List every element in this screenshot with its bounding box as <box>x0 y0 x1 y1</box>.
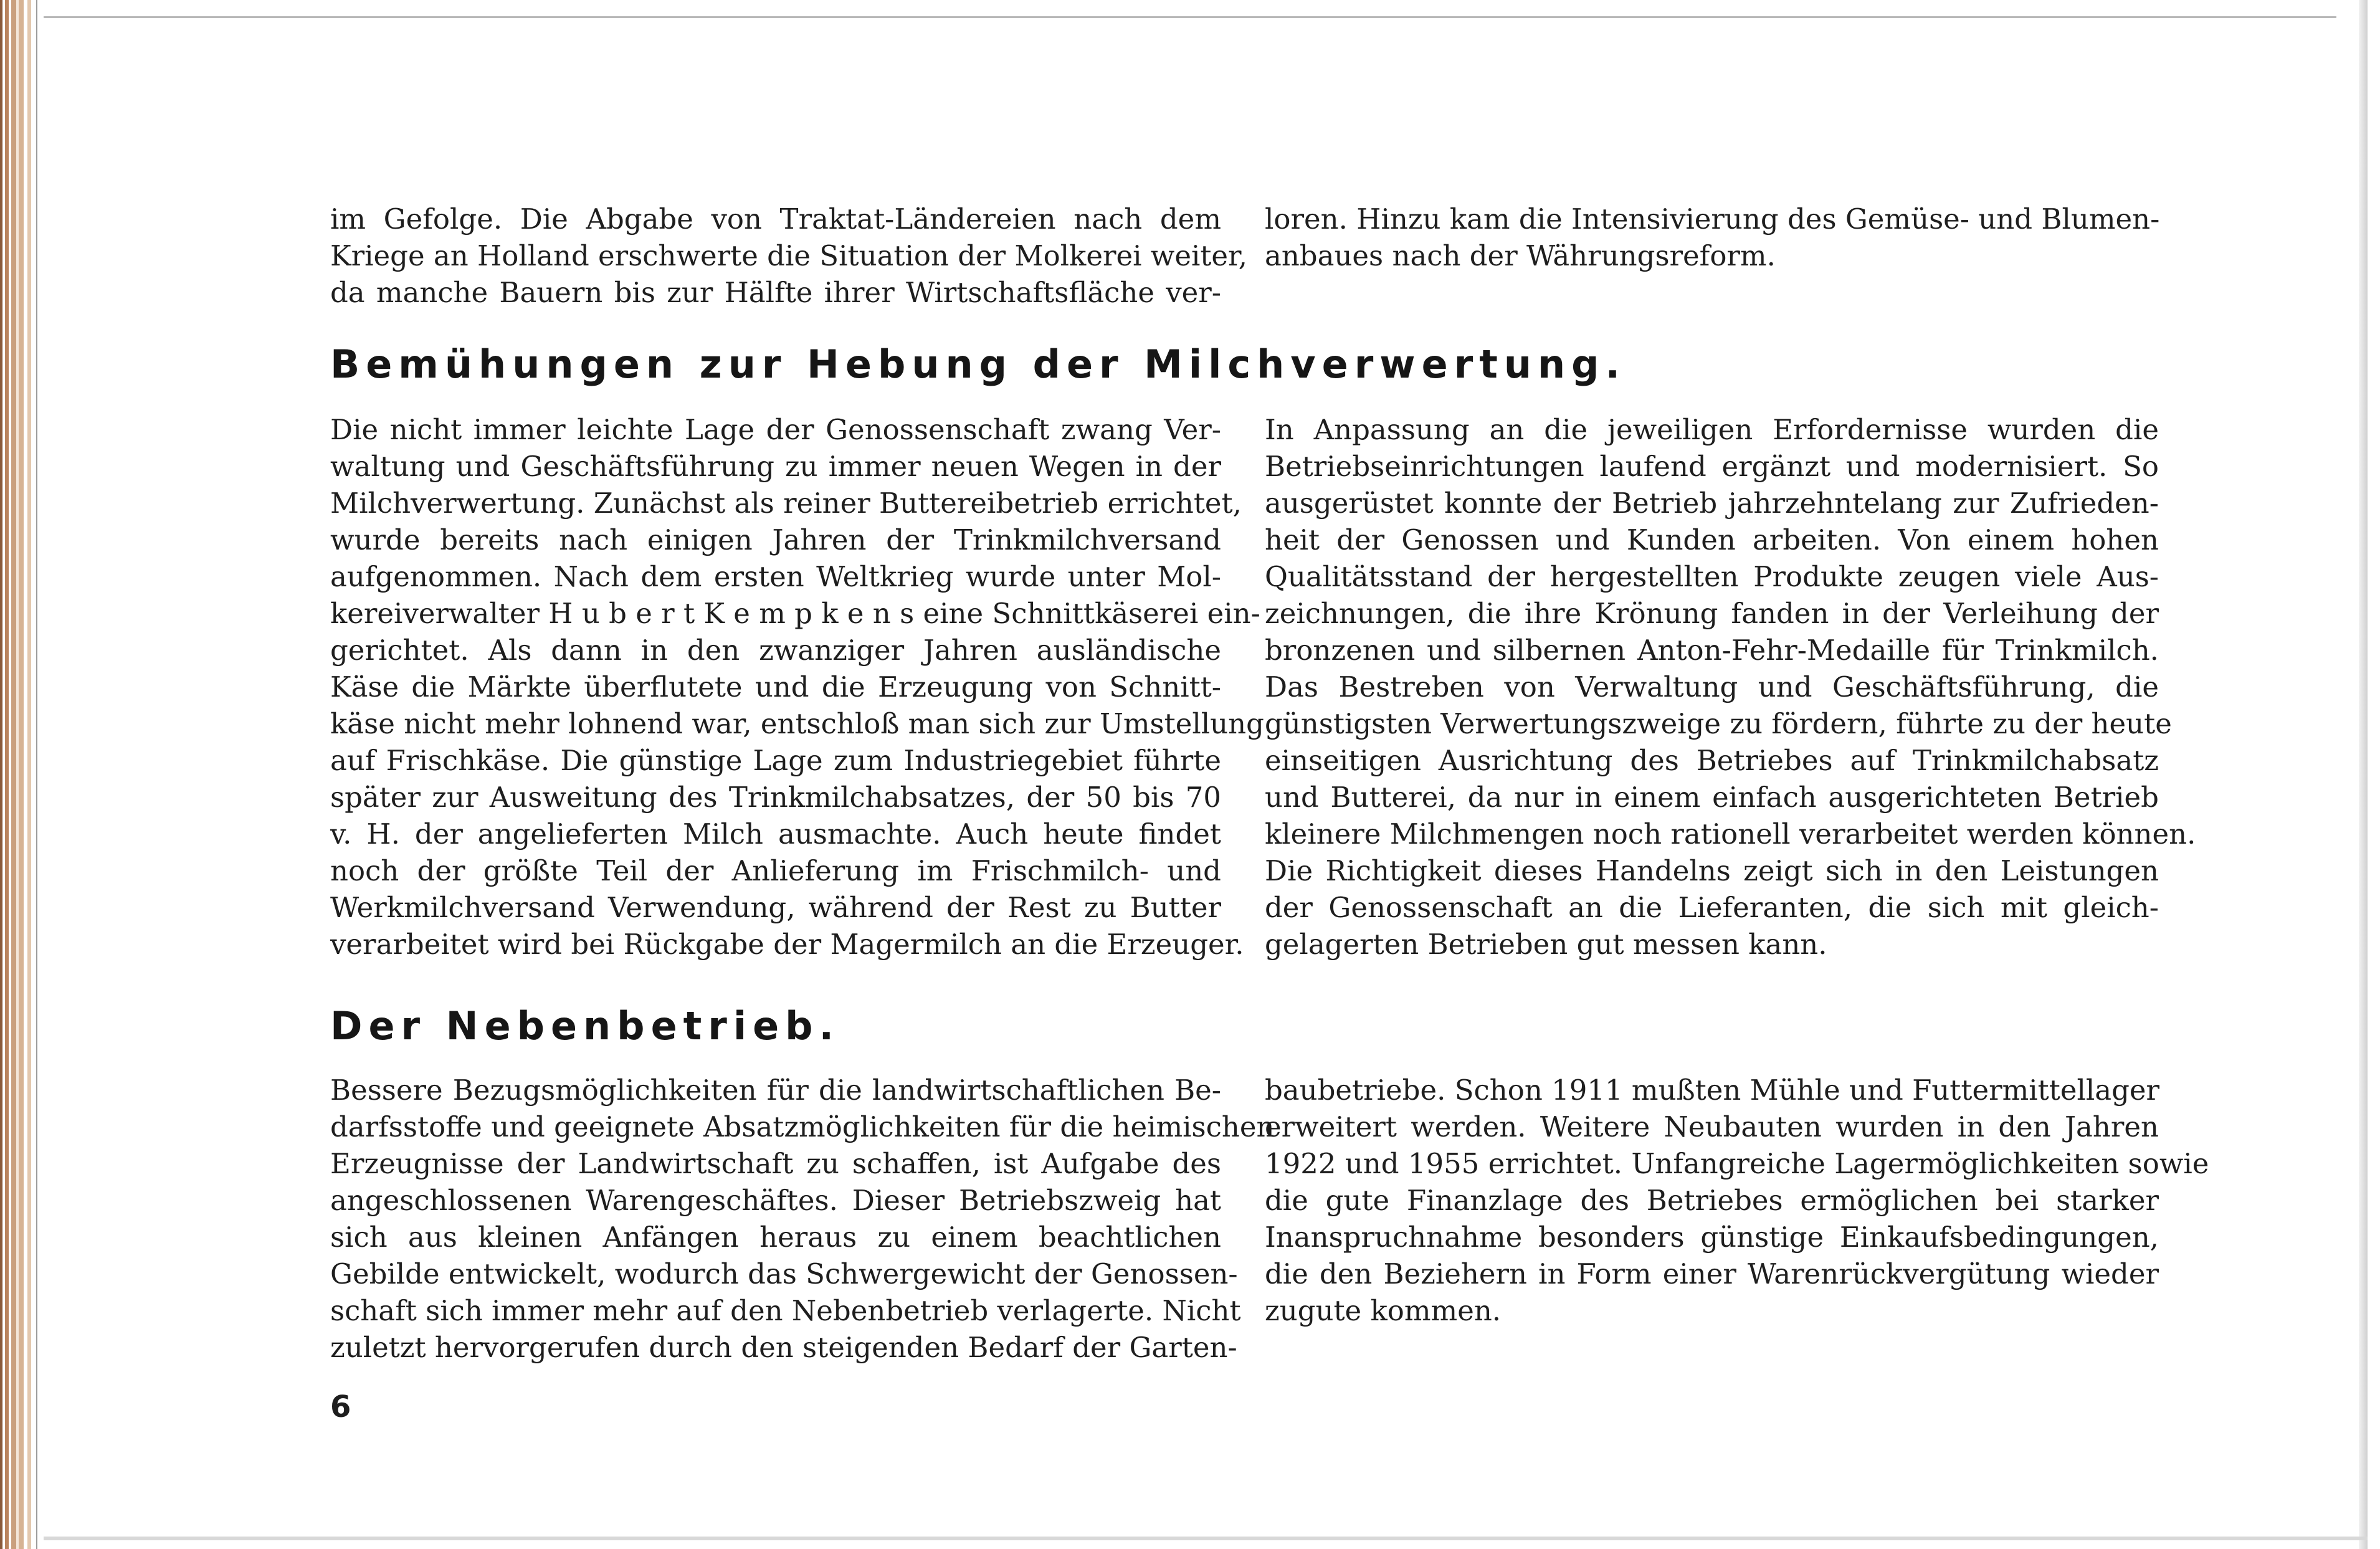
text-line: schaft sich immer mehr auf den Nebenbetrieb verlagerte. Nicht <box>330 1294 1241 1327</box>
text-line: die gute Finanzlage des Betriebes ermöglichen bei starker <box>1265 1184 2159 1217</box>
text-line: Erzeugnisse der Landwirtschaft zu schaffen, ist Aufgabe des <box>330 1147 1221 1180</box>
section1-right-column <box>1265 411 2196 963</box>
text-line: zugute kommen. <box>1265 1294 1502 1327</box>
text-line: In Anpassung an die jeweiligen Erfordernisse wurden die <box>1265 413 2159 446</box>
text-line: Gebilde entwickelt, wodurch das Schwergewicht der Genossen- <box>330 1257 1238 1290</box>
text-line: da manche Bauern bis zur Hälfte ihrer Wirtschaftsfläche ver- <box>330 276 1221 309</box>
text-line: Milchverwertung. Zunächst als reiner Buttereibetrieb errichtet, <box>330 487 1242 520</box>
text-line: v. H. der angelieferten Milch ausmachte. Auch heute findet <box>330 817 1221 851</box>
text-line: sich aus kleinen Anfängen heraus zu einem beachtlichen <box>330 1221 1221 1254</box>
text-line: die den Beziehern in Form einer Warenrückvergütung wieder <box>1265 1257 2159 1290</box>
text-line: kleinere Milchmengen noch rationell verarbeitet werden können. <box>1265 817 2196 851</box>
page-edge-right <box>2359 0 2368 1549</box>
text-line: günstigsten Verwertungszweige zu fördern, führte zu der heute <box>1265 707 2172 740</box>
intro-right-column <box>1265 201 2159 274</box>
text-line: verarbeitet wird bei Rückgabe der Magermilch an die Erzeuger. <box>330 928 1244 961</box>
text-line: auf Frischkäse. Die günstige Lage zum Industriegebiet führte <box>330 744 1221 777</box>
text-line: angeschlossenen Warengeschäftes. Dieser Betriebszweig hat <box>330 1184 1221 1217</box>
page-edge-bottom <box>44 1537 2368 1540</box>
text-line: noch der größte Teil der Anlieferung im Frischmilch- und <box>330 854 1221 887</box>
text-line: wurde bereits nach einigen Jahren der Trinkmilchversand <box>330 523 1221 556</box>
text-line: zuletzt hervorgerufen durch den steigenden Bedarf der Garten- <box>330 1331 1237 1364</box>
text-line: Qualitätsstand der hergestellten Produkte zeugen viele Aus- <box>1265 560 2159 593</box>
text-line: ausgerüstet konnte der Betrieb jahrzehntelang zur Zufrieden- <box>1265 487 2159 520</box>
section2-left-column <box>330 1072 1275 1366</box>
text-line: Kriege an Holland erschwerte die Situation der Molkerei weiter, <box>330 239 1247 272</box>
text-line: baubetriebe. Schon 1911 mußten Mühle und Futtermittellager <box>1265 1074 2160 1107</box>
text-line: gelagerten Betrieben gut messen kann. <box>1265 928 1827 961</box>
text-line: im Gefolge. Die Abgabe von Traktat-Ländereien nach dem <box>330 203 1221 236</box>
text-line: Betriebseinrichtungen laufend ergänzt und modernisiert. So <box>1265 450 2159 483</box>
text-line: der Genossenschaft an die Lieferanten, die sich mit gleich- <box>1265 891 2159 924</box>
text-line: heit der Genossen und Kunden arbeiten. Von einem hohen <box>1265 523 2159 556</box>
section-heading-milchverwertung: Bemühungen zur Hebung der Milchverwertung. <box>330 341 1627 387</box>
page-edge-top <box>44 16 2336 18</box>
text-line: darfsstoffe und geeignete Absatzmöglichkeiten für die heimischen <box>330 1110 1275 1143</box>
text-line: Käse die Märkte überflutete und die Erzeugung von Schnitt- <box>330 670 1221 703</box>
text-line: Werkmilchversand Verwendung, während der Rest zu Butter <box>330 891 1221 924</box>
section-heading-nebenbetrieb: Der Nebenbetrieb. <box>330 1003 840 1049</box>
text-line: kereiverwalter H u b e r t K e m p k e n s eine Schnittkäserei ein- <box>330 597 1260 630</box>
text-line: käse nicht mehr lohnend war, entschloß man sich zur Umstellung <box>330 707 1264 740</box>
text-line: anbaues nach der Währungsreform. <box>1265 239 1776 272</box>
section2-right-column <box>1265 1072 2209 1329</box>
text-line: Das Bestreben von Verwaltung und Geschäftsführung, die <box>1265 670 2159 703</box>
text-line: gerichtet. Als dann in den zwanziger Jahren ausländische <box>330 634 1221 667</box>
text-line: waltung und Geschäftsführung zu immer neuen Wegen in der <box>330 450 1221 483</box>
text-line: Die nicht immer leichte Lage der Genossenschaft zwang Ver- <box>330 413 1221 446</box>
text-line: zeichnungen, die ihre Krönung fanden in der Verleihung der <box>1265 597 2159 630</box>
text-line: aufgenommen. Nach dem ersten Weltkrieg wurde unter Mol- <box>330 560 1221 593</box>
text-line: einseitigen Ausrichtung des Betriebes auf Trinkmilchabsatz <box>1265 744 2159 777</box>
text-line: erweitert werden. Weitere Neubauten wurden in den Jahren <box>1265 1110 2159 1143</box>
page-stack-edge-left <box>0 0 44 1549</box>
text-line: loren. Hinzu kam die Intensivierung des Gemüse- und Blumen- <box>1265 203 2160 236</box>
text-line: Bessere Bezugsmöglichkeiten für die landwirtschaftlichen Be- <box>330 1074 1221 1107</box>
text-line: bronzenen und silbernen Anton-Fehr-Medaille für Trinkmilch. <box>1265 634 2159 667</box>
intro-left-column <box>330 201 1247 311</box>
page-number: 6 <box>330 1389 351 1424</box>
text-line: Die Richtigkeit dieses Handelns zeigt sich in den Leistungen <box>1265 854 2159 887</box>
text-line: und Butterei, da nur in einem einfach ausgerichteten Betrieb <box>1265 781 2159 814</box>
text-line: 1922 und 1955 errichtet. Unfangreiche Lagermöglichkeiten sowie <box>1265 1147 2209 1180</box>
text-line: Inanspruchnahme besonders günstige Einkaufsbedingungen, <box>1265 1221 2159 1254</box>
text-line: später zur Ausweitung des Trinkmilchabsatzes, der 50 bis 70 <box>330 781 1221 814</box>
section1-left-column <box>330 411 1264 963</box>
